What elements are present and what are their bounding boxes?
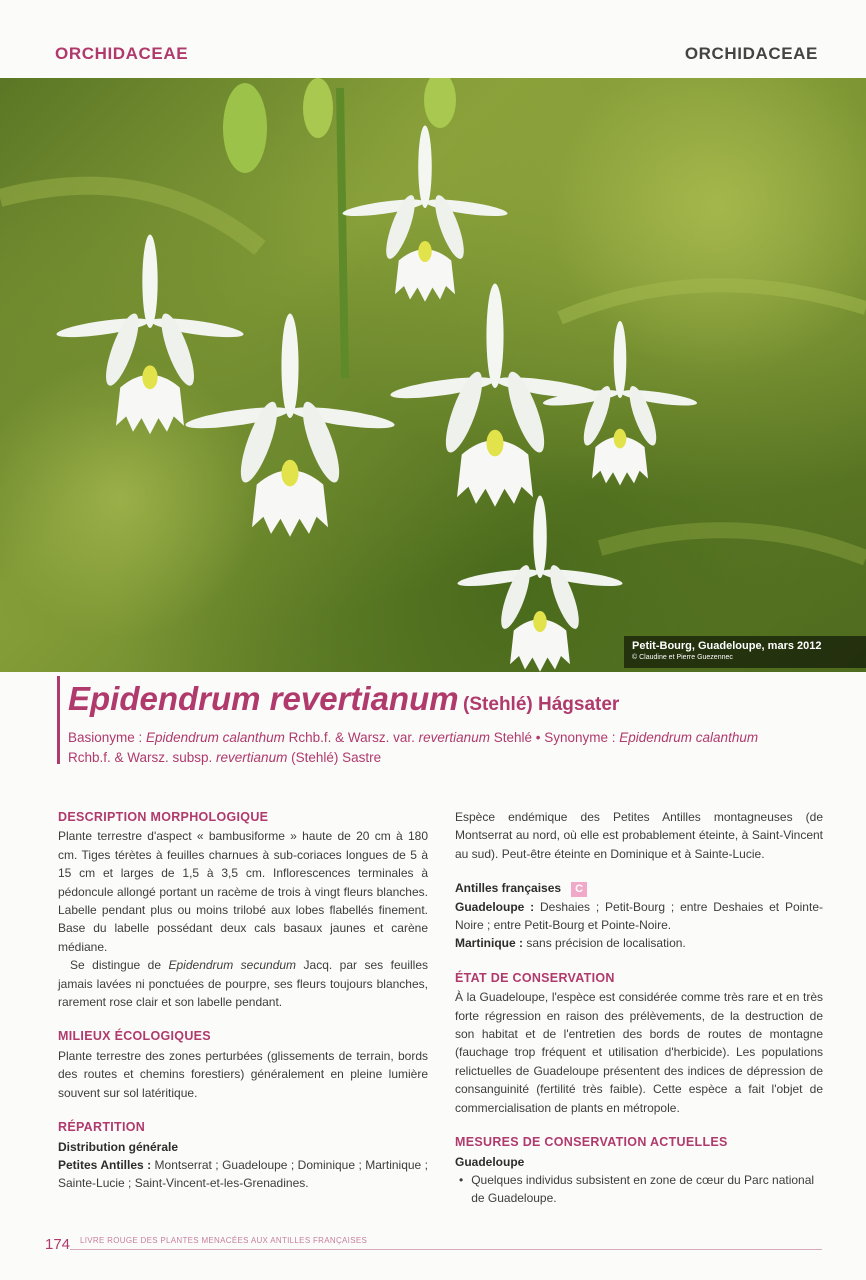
distinction-text-a: Se distingue de <box>70 958 169 973</box>
list-item <box>459 1171 823 1208</box>
footer-title: LIVRE ROUGE DES PLANTES MENACÉES AUX ANTILLES FRANÇAISES <box>80 1236 368 1245</box>
caption-credit: © Claudine et Pierre Guezennec <box>632 654 733 661</box>
orchid-illustration <box>0 78 866 672</box>
section-heading-etat: ÉTAT DE CONSERVATION <box>455 970 615 985</box>
right-column <box>455 808 823 1208</box>
photo-caption <box>624 636 866 668</box>
running-header-left: ORCHIDACEAE <box>55 44 189 63</box>
mesures-bullet-text: Quelques individus subsistent en zone de cœur du Parc national de Guadeloupe. <box>471 1172 815 1206</box>
repartition-list: Montserrat ; Guadeloupe ; Dominique ; Martinique ; Sainte-Lucie ; Saint-Vincent-et-les-Grenadines. <box>58 1157 428 1191</box>
title-accent-bar <box>57 676 60 764</box>
antilles-francaises-heading <box>455 879 823 897</box>
left-column <box>58 808 428 1193</box>
basionym-authority: Rchb.f. & Warsz. var. <box>284 730 419 745</box>
status-badge: C <box>571 882 587 897</box>
synonym-label: Stehlé • Synonyme : <box>489 730 620 745</box>
section-heading-milieux: MILIEUX ÉCOLOGIQUES <box>58 1029 211 1044</box>
footer-rule <box>70 1249 822 1250</box>
basionym-line <box>68 728 788 768</box>
species-name: Epidendrum revertianum <box>68 680 459 717</box>
martinique-localities <box>455 934 823 952</box>
repartition-subheading: Distribution générale <box>58 1139 179 1154</box>
guadeloupe-text: Deshaies ; Petit-Bourg ; entre Deshaies et Pointe-Noire ; entre Petit-Bourg et Pointe-Noire. <box>455 899 823 933</box>
bullet-icon: • <box>459 1172 464 1187</box>
endemic-text: Espèce endémique des Petites Antilles montagneuses (de Montserrat au nord, où elle est probablement éteinte, à Saint-Vincent au sud). Peut-être éteinte en Dominique et à Sainte-Lucie. <box>455 810 823 861</box>
repartition-text <box>58 1156 428 1193</box>
martinique-text: sans précision de localisation. <box>526 936 686 951</box>
guadeloupe-localities <box>455 898 823 935</box>
etat-text: À la Guadeloupe, l'espèce est considérée comme très rare et en très forte régression en raison des prélèvements, de la destruction de son habitat et de l'entretien des bords de routes de montagne (fauchage trop fréquent et utilisation d'herbicide). Les populations relictuelles de Guadeloupe présentent des indices de dépression de consanguinité (fertilité très faible). Cette espèce a fait l'objet de commercialisation de plants en métropole. <box>455 990 823 1115</box>
mesures-subheading: Guadeloupe <box>455 1154 525 1169</box>
milieux-text: Plante terrestre des zones perturbées (glissements de terrain, bords des routes et chemins forestiers) généralement en pleine lumière souvent sur sol latéritique. <box>58 1048 428 1100</box>
species-author: (Stehlé) Hágsater <box>463 694 620 715</box>
section-heading-repartition: RÉPARTITION <box>58 1120 146 1135</box>
orchid-photo <box>0 78 866 672</box>
synonym-subsp: revertianum <box>216 750 288 765</box>
description-text: Plante terrestre d'aspect « bambusiforme » haute de 20 cm à 180 cm. Tiges térètes à feuilles charnues à sub-coriaces longues de 5 à 15 cm et larges de 1,5 à 3,5 cm. Inflorescences terminales à pédoncule allongé portant un racème de trois à vingt fleurs blanches. Labelle pendant plus ou moins trilobé aux lobes flabellés finement. Base du labelle possédant deux cals basaux jaunes et carène médiane. <box>58 829 428 954</box>
description-distinction <box>58 956 428 1011</box>
synonym-name: Epidendrum calanthum <box>619 730 759 745</box>
distinction-species: Epidendrum secundum <box>168 958 297 973</box>
page-number: 174 <box>45 1236 71 1253</box>
caption-location: Petit-Bourg, Guadeloupe, mars 2012 <box>632 640 822 652</box>
antilles-francaises-label: Antilles françaises <box>455 881 562 896</box>
species-title <box>68 680 619 718</box>
synonym-authority: Rchb.f. & Warsz. subsp. <box>68 750 217 765</box>
distinction-text-b: Jacq. par ses feuilles jamais lavées ni ponctuées de pourpre, ses fleurs toujours blanches, rarement rose clair et son labelle pendant. <box>58 958 429 1010</box>
section-heading-description: DESCRIPTION MORPHOLOGIQUE <box>58 810 269 824</box>
martinique-label: Martinique : <box>455 936 527 951</box>
synonym-authority-end: (Stehlé) Sastre <box>287 750 382 765</box>
basionym-name: Epidendrum calanthum <box>146 730 285 745</box>
section-heading-mesures: MESURES DE CONSERVATION ACTUELLES <box>455 1135 728 1150</box>
basionym-var: revertianum <box>418 730 490 745</box>
running-header-right: ORCHIDACEAE <box>684 44 818 63</box>
repartition-label: Petites Antilles : <box>58 1157 155 1172</box>
basionym-label: Basionyme : <box>68 730 147 745</box>
guadeloupe-label: Guadeloupe : <box>455 899 541 914</box>
